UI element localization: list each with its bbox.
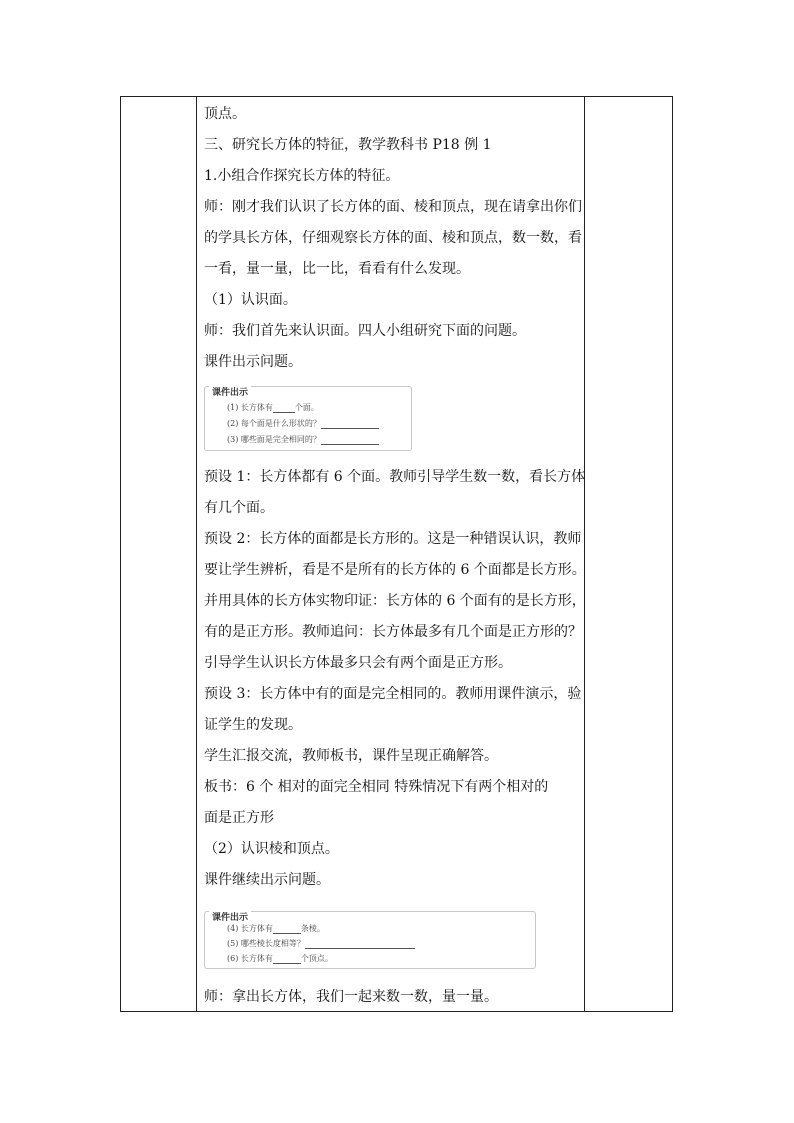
answer-blank xyxy=(273,404,295,413)
question-line: (6) 长方体有 个顶点。 xyxy=(227,954,333,963)
column-divider-right xyxy=(584,97,585,1011)
question-line: (3) 哪些面是完全相同的？ xyxy=(227,434,379,445)
text-line: 要让学生辨析，看是不是所有的长方体的 6 个面都是长方形。 xyxy=(204,562,586,578)
text-line: 预设 3：长方体中有的面是完全相同的。教师用课件演示，验 xyxy=(204,686,582,702)
text-line: 顶点。 xyxy=(204,106,246,122)
text-line: （1）认识面。 xyxy=(204,292,297,308)
text-line: 证学生的发现。 xyxy=(204,717,302,733)
column-divider-left xyxy=(196,97,197,1011)
text-line: 引导学生认识长方体最多只会有两个面是正方形。 xyxy=(204,655,512,671)
text-line: 预设 2：长方体的面都是长方形的。这是一种错误认识，教师 xyxy=(204,531,582,547)
text-line: 师：拿出长方体，我们一起来数一数，量一量。 xyxy=(204,989,498,1005)
courseware-tag: 课件出示 xyxy=(209,910,251,923)
text-line: 并用具体的长方体实物印证：长方体的 6 个面有的是长方形， xyxy=(204,593,586,609)
text-line: 面是正方形 xyxy=(204,810,274,826)
text-line: 师：刚才我们认识了长方体的面、棱和顶点，现在请拿出你们 xyxy=(204,199,582,215)
text-line: 有几个面。 xyxy=(204,500,274,516)
text-line: 课件出示问题。 xyxy=(204,354,302,370)
question-line: (2) 每个面是什么形状的？ xyxy=(227,418,379,429)
answer-blank xyxy=(273,925,301,934)
courseware-tag: 课件出示 xyxy=(209,385,251,398)
text-line: 预设 1：长方体都有 6 个面。教师引导学生数一数，看长方体 xyxy=(204,469,586,485)
text-line: （2）认识棱和顶点。 xyxy=(204,841,339,857)
answer-blank xyxy=(321,436,379,445)
text-line: 1.小组合作探究长方体的特征。 xyxy=(204,168,400,184)
question-line: (1) 长方体有 个面。 xyxy=(227,403,319,412)
courseware-box-faces xyxy=(204,386,412,451)
answer-blank xyxy=(321,420,379,429)
text-line: 师：我们首先来认识面。四人小组研究下面的问题。 xyxy=(204,323,526,339)
question-line: (5) 哪些棱长度相等？ xyxy=(227,938,415,949)
answer-blank xyxy=(273,955,301,964)
text-line: 一看，量一量，比一比，看看有什么发现。 xyxy=(204,261,470,277)
question-line: (4) 长方体有 条棱。 xyxy=(227,924,325,933)
section-heading: 三、研究长方体的特征，教学教科书 P18 例 1 xyxy=(204,137,492,153)
blackboard-line: 板书：6 个 相对的面完全相同 特殊情况下有两个相对的 xyxy=(204,779,549,795)
text-line: 学生汇报交流，教师板书，课件呈现正确解答。 xyxy=(204,748,498,764)
courseware-box-edges xyxy=(204,911,536,969)
text-line: 有的是正方形。教师追问：长方体最多有几个面是正方形的？ xyxy=(204,624,582,640)
answer-blank xyxy=(305,940,415,949)
text-line: 课件继续出示问题。 xyxy=(204,872,330,888)
text-line: 的学具长方体，仔细观察长方体的面、棱和顶点，数一数，看 xyxy=(204,230,582,246)
